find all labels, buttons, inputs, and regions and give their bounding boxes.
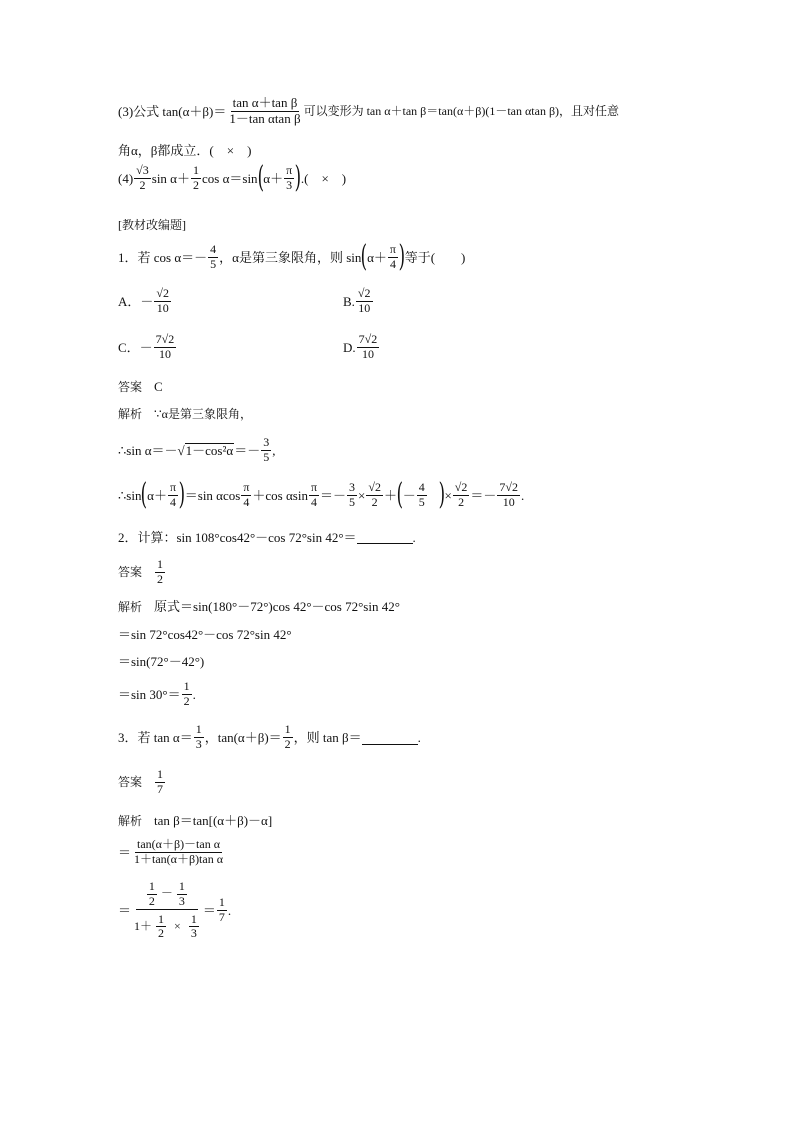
complex-frac-top — [136, 880, 198, 910]
p3-l3-eq: ＝ — [118, 903, 132, 919]
frac-den: 2 — [458, 494, 465, 509]
option-b-den: 10 — [358, 300, 371, 315]
frac-num: 1 — [218, 895, 225, 910]
frac-den: 3 — [178, 893, 185, 908]
frac-num: tan(α＋β)－tan α — [137, 837, 221, 851]
p1-frac1-den: 5 — [210, 256, 217, 271]
p2-l4-end: . — [192, 686, 196, 702]
frac — [177, 880, 187, 909]
paren-left: ( — [396, 477, 404, 513]
p2-answer-frac — [155, 558, 165, 587]
p3-stem-c: ，则 tan β＝ — [293, 729, 362, 745]
option-d-num: 7√2 — [358, 332, 378, 346]
paren-left: ( — [141, 477, 148, 513]
p1-l2-c: , — [272, 442, 276, 458]
option-d-den: 10 — [361, 346, 374, 361]
q4-frac3-num: π — [286, 163, 293, 177]
option-a-num: √2 — [156, 286, 169, 300]
p1-stem-c: 等于( ) — [404, 249, 466, 265]
frac-den: 3 — [195, 736, 202, 751]
p1-l3-b: ＝sin αcos — [184, 487, 241, 503]
p1-l3-frac-35 — [347, 481, 357, 510]
p1-l3-a: ∴sin — [118, 487, 142, 503]
analysis-label: 解析 — [118, 600, 143, 614]
frac-den: 1＋tan(α＋β)tan α — [134, 851, 224, 866]
option-c-den: 10 — [158, 346, 171, 361]
frac-num: π — [169, 480, 177, 494]
frac-den: 2 — [158, 926, 165, 941]
p2-stem-end: . — [412, 530, 416, 545]
p1-stem-a: 1．若 cos α＝－ — [118, 249, 208, 265]
answer-label: 答案 — [118, 775, 143, 790]
frac-num: 1 — [284, 722, 291, 736]
option-c-num: 7√2 — [155, 332, 175, 346]
answer-blank[interactable] — [362, 730, 418, 745]
option-a-label: A．－ — [118, 293, 154, 309]
q4-label: (4) — [118, 170, 134, 186]
p1-l3-frac-r22b — [453, 481, 470, 510]
p2-l4-frac — [182, 680, 192, 709]
p1-inner: α＋ — [367, 249, 387, 265]
q4-end: .( × ) — [300, 170, 347, 186]
p3-answer-frac — [155, 768, 165, 797]
p2-l4 — [118, 680, 196, 709]
p1-stem-b: ，α是第三象限角，则 sin — [219, 249, 362, 265]
frac-den: 4 — [310, 494, 317, 509]
q3-line — [118, 96, 619, 127]
frac-den: 5 — [349, 494, 356, 509]
p1-l3-i: ＝－ — [470, 487, 497, 503]
p1-line3 — [118, 477, 525, 513]
p3-l3-complex-frac — [132, 880, 202, 941]
answer-label: 答案 — [118, 380, 143, 394]
paren-left: ( — [257, 160, 264, 196]
frac-den: 10 — [502, 494, 515, 509]
option-b-frac — [356, 287, 373, 316]
frac-den: 5 — [418, 494, 425, 509]
q3-fraction — [227, 96, 302, 127]
p1-l3-e: × — [358, 487, 366, 503]
frac-den: 3 — [190, 926, 197, 941]
p2-stem — [118, 531, 416, 544]
p1-l2-den: 5 — [263, 449, 270, 464]
frac-num: 1 — [190, 911, 197, 926]
frac-num: 1 — [158, 911, 165, 926]
p3-l1: tan β＝tan[(α＋β)－α] — [154, 813, 273, 828]
option-b-num: √2 — [357, 286, 371, 300]
paren-right: ) — [294, 160, 302, 196]
frac-den: 2 — [148, 893, 155, 908]
option-c-frac — [154, 333, 177, 362]
frac-num: √2 — [368, 480, 381, 494]
p3-stem-b: ，tan(α＋β)＝ — [204, 729, 282, 745]
p1-frac1 — [208, 243, 218, 272]
p1-line2 — [118, 436, 275, 465]
p1-l2-b: ＝－ — [234, 442, 261, 458]
frac-num: √2 — [454, 480, 468, 494]
q3-cont: 角α，β都成立．( × ) — [118, 143, 252, 158]
frac-den: 7 — [157, 781, 164, 796]
p3-frac2 — [283, 723, 293, 752]
answer-value: C — [154, 379, 163, 394]
p1-frac1-num: 4 — [210, 242, 217, 256]
p1-l3-f: ＋ — [383, 487, 397, 503]
p1-l2-frac — [261, 436, 271, 465]
frac-den: 2 — [371, 494, 378, 509]
frac-num: 1 — [157, 767, 164, 781]
frac-den: 7 — [218, 910, 225, 925]
q4-line — [118, 160, 347, 196]
frac-num: 1 — [148, 879, 155, 893]
p3-l2-eq: ＝ — [118, 844, 132, 860]
frac-num: 4 — [418, 480, 425, 494]
q4-frac1-num: √3 — [136, 163, 149, 177]
p1-l2-a: ∴sin α＝－ — [118, 442, 178, 458]
p3-l2-frac — [132, 838, 225, 867]
option-b-label: B. — [343, 293, 355, 309]
frac — [189, 913, 199, 942]
q4-frac1-den: 2 — [139, 177, 146, 192]
p3-l2 — [118, 838, 226, 867]
p1-l2-num: 3 — [263, 435, 270, 449]
q4-frac3-den: 3 — [286, 177, 293, 192]
p1-l3-end: . — [520, 487, 525, 503]
p1-frac2 — [388, 243, 398, 272]
p3-l3 — [118, 880, 231, 941]
p2-stem-text: 2．计算：sin 108°cos42°－cos 72°sin 42°＝ — [118, 530, 357, 545]
p1-l3-frac-45 — [417, 481, 427, 510]
minus: － — [160, 886, 173, 901]
frac-num: 1 — [183, 679, 190, 693]
p1-l3-d: ＝－ — [320, 487, 347, 503]
complex-frac-bottom — [132, 910, 202, 942]
q4-text2: cos α＝sin — [202, 170, 258, 186]
p3-stem — [118, 723, 421, 752]
frac-num: 1 — [195, 722, 202, 736]
q4-frac1 — [134, 164, 151, 193]
bot-a: 1＋ — [134, 918, 153, 933]
frac-num: 7√2 — [499, 480, 518, 494]
q4-frac2-den: 2 — [193, 177, 199, 192]
frac-den: 2 — [284, 736, 291, 751]
p3-l3-end: . — [227, 903, 232, 919]
p3-analysis — [118, 814, 272, 827]
option-c[interactable] — [118, 333, 177, 362]
p3-l3-result-frac — [217, 896, 227, 925]
option-b[interactable] — [343, 287, 374, 316]
sqrt-icon: √ — [177, 442, 185, 458]
option-a-den: 10 — [156, 300, 169, 315]
frac — [156, 913, 166, 942]
frac-den: 4 — [243, 494, 250, 509]
q4-frac2-num: 1 — [193, 163, 199, 177]
paren-right: ) — [398, 239, 406, 275]
p1-l3-frac-r22 — [366, 481, 383, 510]
p1-l3-g: － — [402, 487, 416, 503]
frac — [147, 880, 157, 909]
q4-inner: α＋ — [263, 170, 284, 186]
frac-num: 1 — [157, 557, 164, 571]
paren-left: ( — [361, 239, 368, 275]
option-a-frac — [154, 287, 171, 316]
p1-l3-frac-pi4b — [241, 481, 251, 510]
q4-frac3 — [284, 164, 294, 193]
frac-num: π — [310, 480, 318, 494]
p1-l3-frac-pi4c — [309, 481, 319, 510]
times: × — [174, 918, 181, 933]
p3-stem-end: . — [417, 729, 421, 745]
frac-den: 4 — [170, 494, 177, 509]
option-c-label: C．－ — [118, 339, 153, 355]
p1-stem — [118, 239, 466, 275]
p1-l3-frac-pi4 — [168, 481, 178, 510]
p1-l3-h: × — [444, 487, 452, 503]
q3-fraction-num: tan α＋tan β — [232, 95, 298, 110]
option-d-frac — [357, 333, 380, 362]
frac-num: π — [243, 480, 250, 494]
section-heading: [教材改编题] — [118, 218, 186, 232]
p1-l3-frac-7r210 — [497, 481, 520, 510]
p3-stem-a: 3．若 tan α＝ — [118, 729, 193, 745]
option-d-label: D. — [343, 339, 356, 355]
p1-frac2-den: 4 — [389, 256, 396, 271]
p2-answer — [118, 558, 166, 587]
frac-den: 2 — [183, 693, 190, 708]
p2-analysis — [118, 600, 400, 613]
q3-fraction-den: 1－tan αtan β — [229, 110, 301, 126]
analysis-label: 解析 — [118, 407, 143, 421]
p1-l2-radicand: 1－cos²α — [185, 443, 234, 459]
p2-l2: ＝sin 72°cos42°－cos 72°sin 42° — [118, 627, 292, 642]
answer-label: 答案 — [118, 565, 143, 580]
option-a[interactable] — [118, 287, 172, 316]
p3-answer — [118, 768, 166, 797]
option-d[interactable] — [343, 333, 380, 362]
frac-num: 3 — [349, 480, 356, 494]
q4-frac2 — [191, 164, 201, 193]
p2-l4-text: ＝sin 30°＝ — [118, 686, 181, 702]
p1-l3-inner: α＋ — [147, 487, 167, 503]
paren-right: ) — [178, 477, 186, 513]
p1-l3-c: ＋cos αsin — [252, 487, 308, 503]
frac-num: 1 — [178, 879, 185, 893]
analysis-line1: ∵α是第三象限角， — [154, 407, 252, 421]
p2-l3: ＝sin(72°－42°) — [118, 654, 205, 669]
q3-label: (3)公式 tan(α＋β)＝ — [118, 103, 227, 119]
p3-frac1 — [194, 723, 204, 752]
q4-text1: sin α＋ — [151, 170, 190, 186]
answer-blank[interactable] — [357, 543, 413, 544]
p1-analysis — [118, 408, 252, 420]
p2-l1: 原式＝sin(180°－72°)cos 42°－cos 72°sin 42° — [154, 599, 400, 614]
q3-text: 可以变形为 tan α＋tan β＝tan(α＋β)(1－tan αtan β)，且对任意 — [303, 104, 620, 119]
p1-frac2-num: π — [389, 242, 396, 256]
analysis-label: 解析 — [118, 814, 143, 828]
frac-den: 2 — [157, 571, 164, 586]
p1-answer — [118, 380, 163, 393]
paren-right: ) — [438, 477, 445, 513]
p3-l3-res: ＝ — [202, 903, 216, 919]
